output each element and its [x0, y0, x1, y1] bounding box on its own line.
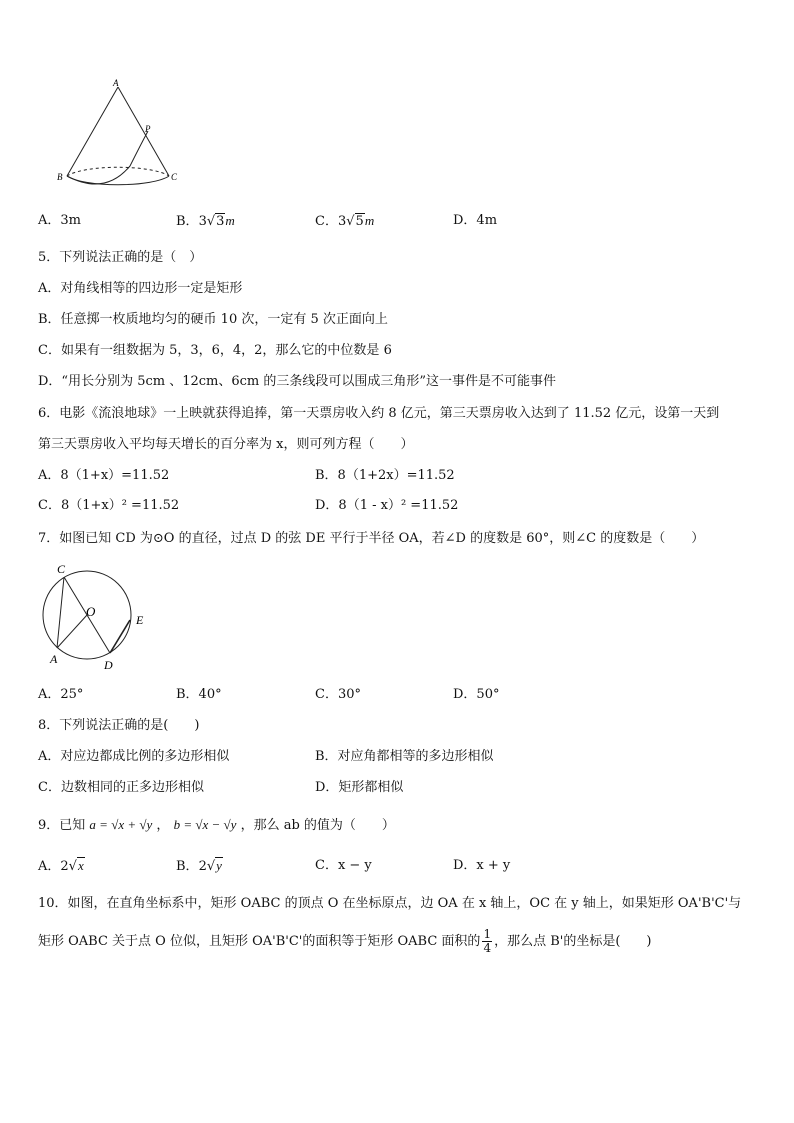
q4-option-b-radicand: 3: [216, 214, 225, 229]
sqrt-symbol: √x: [68, 858, 84, 874]
label-e: E: [136, 613, 144, 627]
q5-option-c: C．如果有一组数据为 5，3，6，4，2，那么它的中位数是 6: [38, 343, 392, 358]
q6-option-a: A．8（1+x）=11.52: [38, 468, 170, 483]
q9-option-a-prefix: A．: [38, 859, 61, 874]
q10-stem-line1: 10．如图，在直角坐标系中，矩形 OABC 的顶点 O 在坐标原点，边 OA 在 x 轴上，OC 在 y 轴上，如果矩形 OA'B'C'与: [38, 896, 742, 911]
label-a: A: [113, 78, 119, 88]
q4-option-c-unit: m: [364, 213, 375, 228]
q6-option-d: D．8（1 - x）² =11.52: [315, 498, 459, 513]
q6-option-b: B．8（1+2x）=11.52: [315, 468, 455, 483]
q9-option-b-prefix: B．: [176, 859, 199, 874]
label-b: B: [57, 172, 63, 182]
q10-stem-line2-prefix: 矩形 OABC 关于点 O 位似，且矩形 OA'B'C'的面积等于矩形 OABC 面积的: [38, 934, 481, 949]
q9-stem-suffix: ，那么 ab 的值为（ ）: [240, 818, 395, 833]
q8-option-a: A．对应边都成比例的多边形相似: [38, 749, 230, 764]
chord-ca: [57, 577, 64, 648]
label-d: D: [104, 658, 113, 672]
cone-figure: [55, 76, 190, 201]
label-c: C: [57, 562, 66, 576]
q4-option-c-radicand: 5: [355, 214, 364, 229]
q8-option-c: C．边数相同的正多边形相似: [38, 780, 204, 795]
sqrt-symbol: √y: [206, 858, 222, 874]
q8-option-d: D．矩形都相似: [315, 780, 404, 795]
q9-option-b-radicand: y: [216, 858, 222, 873]
q9-option-a-coef: 2: [60, 859, 69, 874]
cone-edge-ac: [118, 87, 169, 176]
radius-oa: [57, 615, 87, 648]
cone-base-back: [67, 167, 169, 176]
q9-option-b: [176, 857, 223, 876]
circle-figure: [40, 560, 155, 675]
q9-stem-prefix: 9．已知: [38, 818, 86, 833]
q5-option-b: B．任意掷一枚质地均匀的硬币 10 次，一定有 5 次正面向上: [38, 312, 388, 327]
q6-stem-line2: 第三天票房收入平均每天增长的百分率为 x，则可列方程（ ）: [38, 437, 414, 452]
label-o: O: [86, 604, 96, 619]
label-c: C: [171, 172, 178, 182]
q8-option-b: B．对应角都相等的多边形相似: [315, 749, 494, 764]
q4-option-b-coef: 3: [198, 214, 207, 229]
q4-option-c-coef: 3: [337, 214, 347, 229]
q6-option-c: C．8（1+x）² =11.52: [38, 498, 180, 513]
q9-expr-b: b = √x − √y: [173, 817, 237, 832]
q5-stem: 5．下列说法正确的是（ ）: [38, 250, 203, 265]
q9-option-c: C．x − y: [315, 858, 372, 873]
label-a: A: [50, 652, 58, 666]
q4-option-b-unit: m: [225, 213, 235, 228]
q5-option-a: A．对角线相等的四边形一定是矩形: [38, 281, 243, 296]
q6-stem-line1: 6．电影《流浪地球》一上映就获得追捧，第一天票房收入约 8 亿元，第三天票房收入达到了 11.52 亿元，设第一天到: [38, 406, 720, 421]
cone-path-bp: [67, 131, 148, 184]
q9-option-a: [38, 857, 85, 876]
fraction-denominator: 4: [483, 941, 492, 955]
q4-option-d: D．4m: [453, 213, 498, 228]
q7-option-b: B．40°: [176, 687, 222, 702]
q8-stem: 8．下列说法正确的是( ): [38, 718, 200, 733]
fraction-one-quarter: [482, 928, 492, 955]
q4-option-c: [315, 212, 374, 231]
q4-option-a: A．3m: [38, 213, 81, 228]
fraction-numerator: 1: [483, 927, 492, 941]
q7-option-c: C．30°: [315, 687, 361, 702]
q7-option-a: A．25°: [38, 687, 84, 702]
q7-stem: 7．如图已知 CD 为⊙O 的直径，过点 D 的弦 DE 平行于半径 OA，若∠D 的度数是 60°，则∠C 的度数是（ ）: [38, 531, 705, 546]
q5-option-d: D．“用长分别为 5cm 、12cm、6cm 的三条线段可以围成三角形”这一事件是不可能事件: [38, 374, 557, 389]
q9-expr-a: a = √x + √y: [89, 817, 153, 832]
cone-edge-ab: [67, 87, 118, 176]
q4-option-b-prefix: B．: [176, 214, 199, 229]
q9-option-b-coef: 2: [198, 859, 207, 874]
chord-de: [110, 620, 130, 653]
q4-option-c-prefix: C．: [315, 214, 338, 229]
q10-stem-line2-suffix: ，那么点 B'的坐标是( ): [494, 934, 652, 949]
q9-stem: [38, 816, 395, 835]
q10-stem-line2: [38, 928, 651, 955]
sqrt-symbol: √3: [206, 214, 225, 229]
label-p: P: [145, 124, 151, 134]
q4-option-b: [176, 212, 235, 231]
q9-option-a-radicand: x: [77, 858, 84, 873]
sqrt-symbol: √5: [346, 214, 364, 229]
comma: ，: [156, 818, 170, 833]
q7-option-d: D．50°: [453, 687, 500, 702]
q9-option-d: D．x + y: [453, 858, 511, 873]
